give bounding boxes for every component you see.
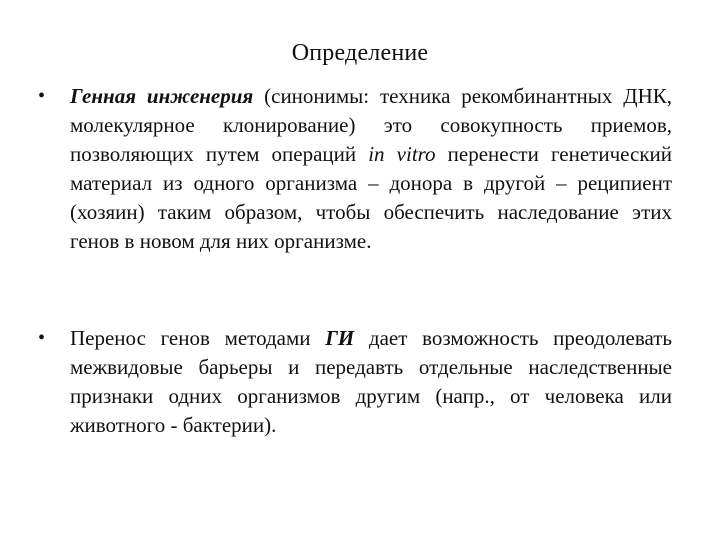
slide-title: Определение [291,40,429,66]
gene-transfer-text: Перенос генов методами [70,326,326,350]
gene-transfer-text-continued: дает возможность преодолевать межвидовые барьеры и передавть отдельные наследственные признаки одних организмов другим (напр., от человека или животного - бактерии). [70,326,673,437]
term-gi-abbreviation: ГИ [325,326,355,350]
bullet-item-gene-transfer [38,324,672,440]
bullet-point-icon: • [38,85,46,107]
term-genetic-engineering: Генная инженерия [70,84,254,108]
bullet-text [70,324,672,440]
bullet-text [70,82,672,256]
latin-term-in-vitro: in vitro [368,142,436,166]
definition-text: (синонимы: техника рекомбинантных ДНК, молекулярное клонирование) это совокупность приемов, позволяющих путем операций [70,84,672,166]
definition-text-continued: перенести генетический материал из одного организма – донора в другой – реципиент (хозяин) таким образом, чтобы обеспечить наследование этих генов в новом для них организме. [70,142,672,253]
bullet-item-genetic-engineering-definition [38,82,672,256]
bullet-point-icon: • [38,327,46,349]
